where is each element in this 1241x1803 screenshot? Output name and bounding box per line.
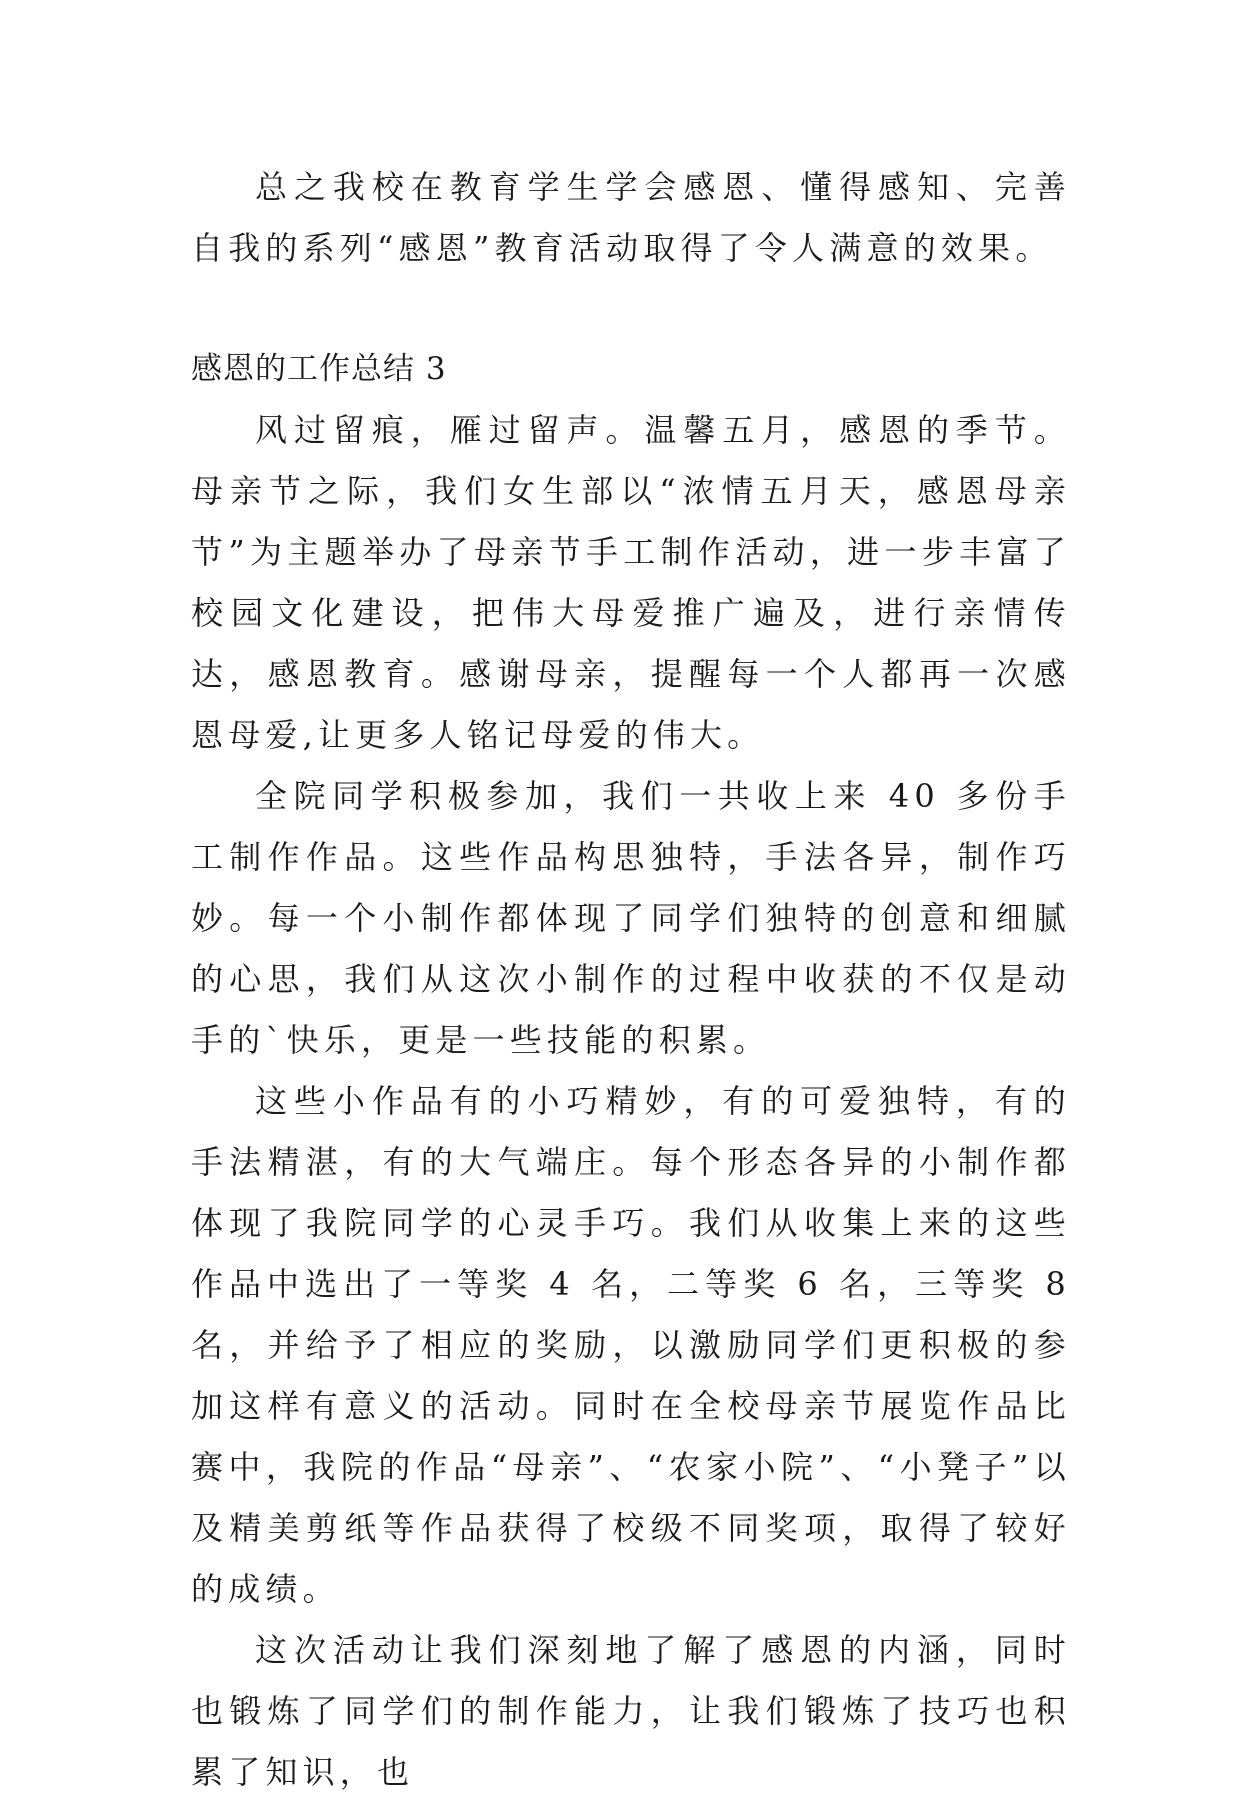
section-title: 感恩的工作总结 3	[191, 351, 447, 387]
document-body	[191, 157, 1071, 1803]
closing-paragraph: 总之我校在教育学生学会感恩、懂得感知、完善自我的系列“感恩”教育活动取得了令人满意的效果。	[191, 168, 1071, 267]
paragraph-2: 全院同学积极参加，我们一共收上来 40 多份手工制作作品。这些作品构思独特，手法各异，制作巧妙。每一个小制作都体现了同学们独特的创意和细腻的心思，我们从这次小制作的过程中收获的不仅是动手的`快乐，更是一些技能的积累。	[191, 777, 1071, 1059]
paragraph-1: 风过留痕，雁过留声。温馨五月，感恩的季节。母亲节之际，我们女生部以“浓情五月天，感恩母亲节”为主题举办了母亲节手工制作活动，进一步丰富了校园文化建设，把伟大母爱推广遍及，进行亲情传达，感恩教育。感谢母亲，提醒每一个人都再一次感恩母爱,让更多人铭记母爱的伟大。	[191, 411, 1071, 754]
paragraph-4: 这次活动让我们深刻地了解了感恩的内涵，同时也锻炼了同学们的制作能力，让我们锻炼了技巧也积累了知识，也	[191, 1631, 1071, 1791]
section-spacer	[191, 279, 1071, 339]
paragraph-3: 这些小作品有的小巧精妙，有的可爱独特，有的手法精湛，有的大气端庄。每个形态各异的小制作都体现了我院同学的心灵手巧。我们从收集上来的这些作品中选出了一等奖 4 名，二等奖 6 名，三等奖 8 名，并给予了相应的奖励，以激励同学们更积极的参加这样有意义的活动。同时在全校母亲节展览作品比赛中，我院的作品“母亲”、“农家小院”、“小凳子”以及精美剪纸等作品获得了校级不同奖项，取得了较好的成绩。	[191, 1082, 1071, 1608]
